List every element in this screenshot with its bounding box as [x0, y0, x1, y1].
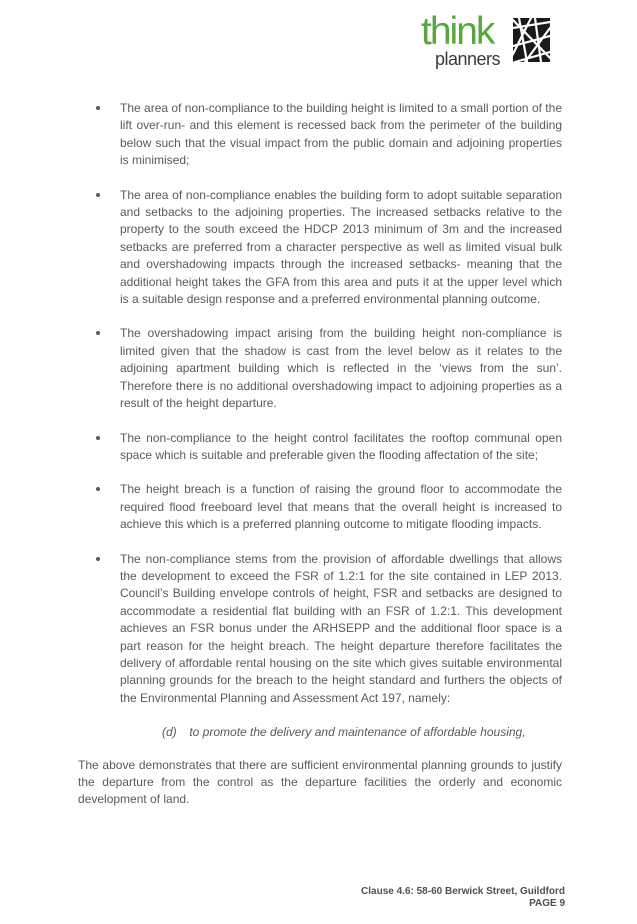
bullet-dot — [96, 487, 100, 491]
page-number: PAGE 9 — [529, 898, 565, 909]
footer-title: Clause 4.6: 58-60 Berwick Street, Guildford — [361, 886, 565, 897]
bullet-dot — [96, 436, 100, 440]
list-item — [78, 187, 562, 309]
list-item — [78, 430, 562, 465]
think-planners-logo — [421, 12, 621, 70]
bullet-list — [78, 100, 562, 707]
bullet-dot — [96, 193, 100, 197]
list-item — [78, 100, 562, 170]
bullet-text: The non-compliance to the height control facilitates the rooftop communal open space which is suitable and preferable given the flooding affectation of the site; — [120, 430, 562, 462]
list-item — [78, 325, 562, 412]
bullet-dot — [96, 331, 100, 335]
list-item — [78, 481, 562, 533]
list-item — [78, 551, 562, 708]
conclusion-paragraph: The above demonstrates that there are sufficient environmental planning grounds to justify the departure from the control as the departure facilities the orderly and economic development of land. — [78, 757, 562, 807]
logo-word-think: think — [421, 10, 494, 53]
bullet-dot — [96, 106, 100, 110]
document-body — [78, 100, 562, 809]
bullet-dot — [96, 557, 100, 561]
bullet-text: The area of non-compliance enables the building form to adopt suitable separation and setbacks to the adjoining properties. The increased setbacks relative to the property to the south exceed the HDCP 2013 minimum of 3m and the increased setbacks are preferred from a character perspective as well as limited visual bulk and overshadowing impacts through the increased setbacks- meaning that the additional height takes the GFA from this area and puts it at the upper level which is a suitable design response and a preferred environmental planning outcome. — [120, 187, 562, 307]
page-footer — [361, 886, 565, 910]
logo-street-map-mark — [513, 18, 550, 62]
bullet-text: The overshadowing impact arising from the building height non-compliance is limited given that the shadow is cast from the level below as it relates to the adjoining apartment building which is reflected in the ‘views from the sun’. Therefore there is no additional overshadowing impact to adjoining properties as a result of the height departure. — [120, 326, 562, 411]
logo-word-planners: planners — [435, 49, 501, 69]
quote-text: to promote the delivery and maintenance of affordable housing, — [189, 725, 526, 740]
bullet-text: The height breach is a function of raising the ground floor to accommodate the required flood freeboard level that means that the overall height is increased to achieve this which is a preferred planning outcome to mitigate flooding impacts. — [120, 482, 562, 532]
bullet-text: The area of non-compliance to the building height is limited to a small portion of the lift over-run- and this element is recessed back from the perimeter of the building below such that the visual impact from the public domain and adjoining properties is minimised; — [120, 101, 562, 168]
quoted-object — [78, 724, 562, 741]
quote-marker: (d) — [162, 725, 177, 740]
bullet-text: The non-compliance stems from the provision of affordable dwellings that allows the development to exceed the FSR of 1.2:1 for the site contained in LEP 2013. Council’s Building envelope controls of height, FSR and setbacks are designed to accommodate a residential flat building with an FSR of 1.2:1. This development achieves an FSR bonus under the ARHSEPP and the additional floor space is a part reason for the height breach. The height departure therefore facilitates the delivery of affordable rental housing on the site which gives suitable environmental planning grounds for the breach to the height standard and furthers the objects of the Environmental Planning and Assessment Act 197, namely: — [120, 551, 562, 705]
